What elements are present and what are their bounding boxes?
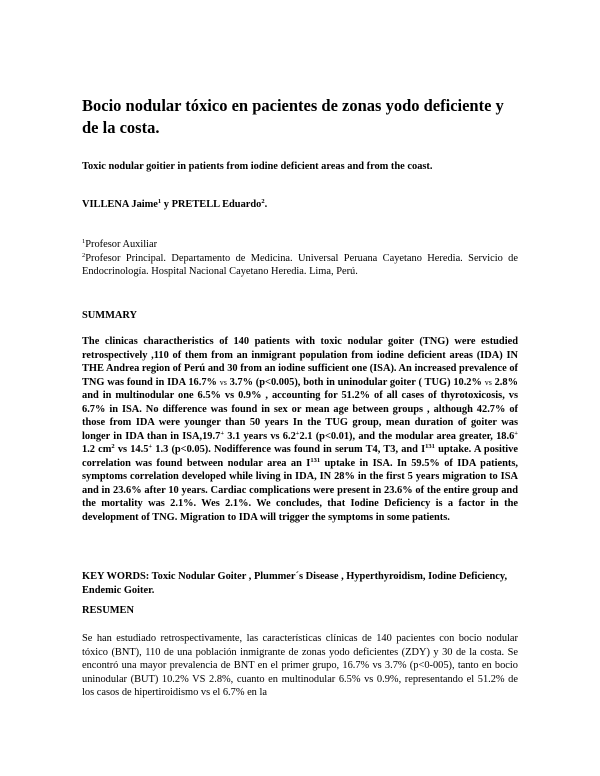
- summary-vs-1: vs: [219, 377, 227, 387]
- resumen-heading: RESUMEN: [82, 605, 134, 616]
- author-1-sup: 1: [157, 198, 162, 205]
- summary-text-8: 1.3 (p<0.05). Nodifference was found in serum T4, T3, and I: [152, 444, 426, 455]
- summary-text-6: 1.2 cm: [82, 444, 112, 455]
- affiliation-1: [82, 238, 518, 252]
- summary-sup-g: 131: [310, 456, 321, 464]
- summary-sup-e: +: [148, 443, 153, 450]
- author-2-sup: 2: [261, 198, 265, 205]
- english-subtitle: Toxic nodular goitier in patients from iodine deficient areas and from the coast.: [82, 161, 433, 172]
- affiliation-2-text: Profesor Principal. Departamento de Medicina. Universal Peruana Cayetano Heredia. Servicio de Endocrinología. Hospital Nacional Cayetano Heredia. Lima, Perú.: [82, 252, 518, 277]
- affiliation-2: [82, 252, 518, 279]
- summary-text-4: 3.1 years vs 6.2: [224, 430, 296, 442]
- summary-sup-f: 131: [425, 443, 435, 450]
- summary-text-5: 2.1 (p<0.01), and the modular area greater, 18.6: [299, 430, 515, 442]
- affiliation-1-sup: 1: [82, 238, 86, 245]
- resumen-paragraph: Se han estudiado retrospectivamente, las características clínicas de 140 pacientes con bocio nodular tóxico (BNT), 110 de una población inmigrante de zonas yodo deficientes (ZDY) y 30 de la costa. Se encontró una mayor prevalencia de BNT en el primer grupo, 16.7% vs 3.7% (p<0-005), tanto en bocio uninodular (BUT) 10.2% VS 2.8%, cuanto en multinodular 6.5% vs 0.9%, representando el 51.2% de los casos de hipertiroidismo vs el 6.7% en la: [82, 633, 518, 698]
- author-2: PRETELL Eduardo: [171, 199, 262, 210]
- summary-sup-b: +: [295, 429, 300, 437]
- summary-sup-a: +: [220, 429, 225, 437]
- summary-text-3: 2.8% and in multinodular one 6.5% vs 0.9% , accounting for 51.2% of all cases of thyrotoxicosis, vs 6.7% in ISA. No difference was found in sex or mean age between groups , although 42.7% of those from IDA were younger than 50 years In the TUG group, mean duration of goiter was longer in IDA than in ISA,19.7: [82, 376, 518, 442]
- summary-text-7: vs 14.5: [114, 444, 149, 455]
- summary-vs-2: vs: [484, 377, 492, 387]
- summary-sup-d: 2: [111, 443, 115, 450]
- affiliation-1-text: Profesor Auxiliar: [85, 239, 158, 250]
- summary-paragraph: [82, 335, 518, 524]
- paper-title: Bocio nodular tóxico en pacientes de zonas yodo deficiente y de la costa.: [82, 96, 504, 137]
- author-joiner: y: [161, 199, 172, 210]
- summary-heading: SUMMARY: [82, 310, 138, 321]
- summary-text-9: uptake. A positive correlation was found between nodular area an I: [82, 444, 518, 469]
- affiliation-2-sup: 2: [82, 251, 86, 259]
- author-line: [82, 198, 518, 212]
- summary-text-2: 3.7% (p<0.005), both in uninodular goiter ( TUG) 10.2%: [226, 376, 485, 388]
- key-words: KEY WORDS: Toxic Nodular Goiter , Plummer´s Disease , Hyperthyroidism, Iodine Deficiency, Endemic Goiter.: [82, 571, 508, 596]
- author-1: VILLENA Jaime: [82, 199, 158, 210]
- summary-text-10: uptake in ISA. In 59.5% of IDA patients, symptoms correlation developed while living in IDA, IN 28% in the first 5 years migration to ISA and in 23.6% after 10 years. Cardiac complications were present in 23.6% of the entire group and the mortality was 2.1%. Wes 2.1%. We concludes, that Iodine Deficiency is a factor in the development of TNG. Migration to IDA will trigger the symptoms in some patients.: [82, 457, 518, 523]
- summary-sup-c: +: [514, 429, 519, 437]
- summary-text-1: The clinicas charactheristics of 140 patients with toxic nodular goiter (TNG) were estudied retrospectively ,110 of them from an inmigrant population from iodine deficient areas (IDA) IN THE Andrea region of Perú and 30 from an iodine sufficient one (ISA). An increased prevalence of TNG was found in IDA 16.7%: [82, 336, 518, 388]
- author-end: .: [264, 199, 268, 210]
- affiliations: [82, 238, 518, 279]
